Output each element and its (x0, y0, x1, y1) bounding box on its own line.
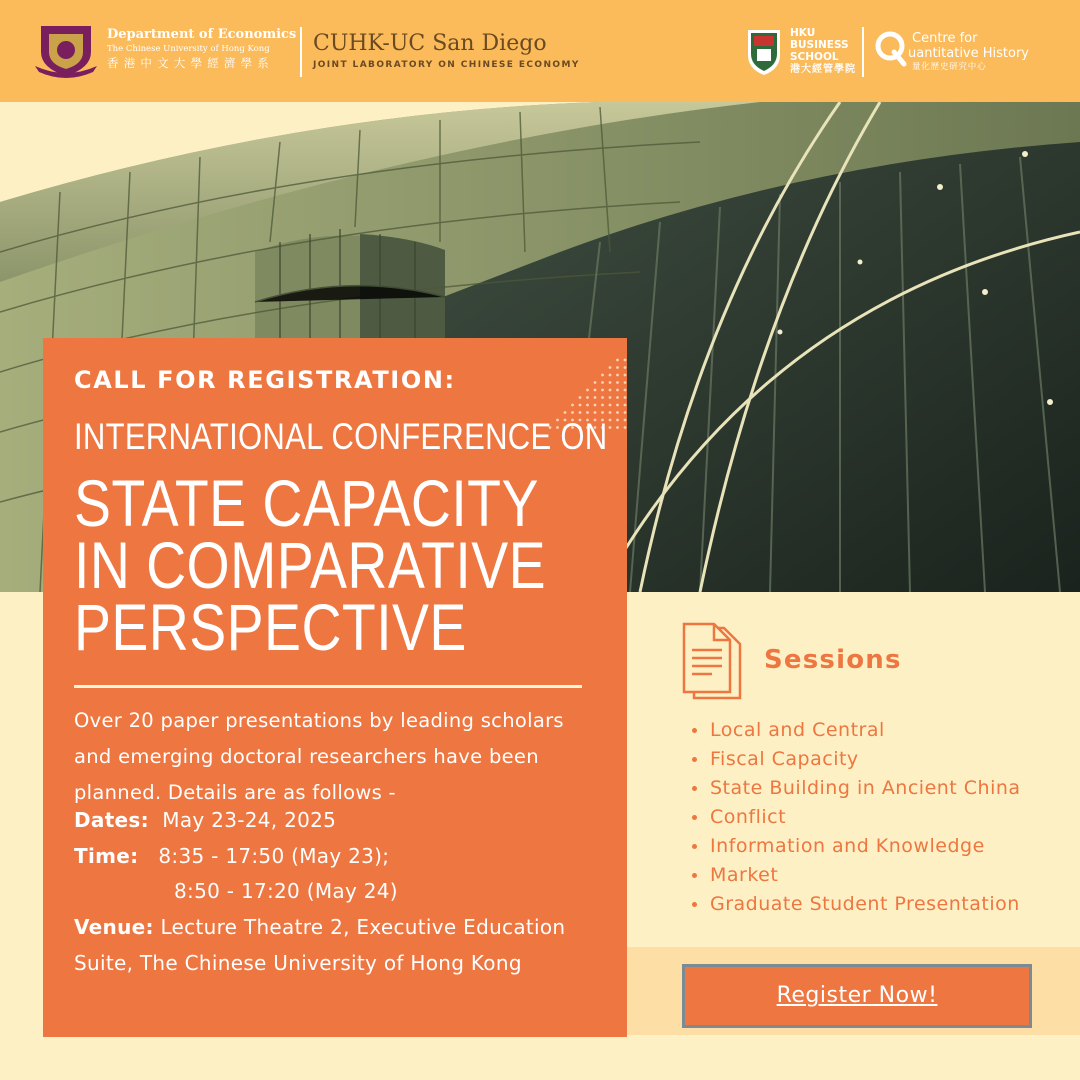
title-line: STATE CAPACITY (74, 466, 539, 540)
hku-line2: BUSINESS (790, 39, 849, 51)
venue-label: Venue: (74, 915, 154, 939)
cqh-line2: uantitative History (908, 46, 1029, 61)
university-name: The Chinese University of Hong Kong (107, 44, 270, 54)
dates-label: Dates: (74, 808, 149, 832)
hku-chinese-name: 港大經管學院 (790, 64, 856, 75)
hku-business-school-logo (790, 27, 856, 76)
document-icon (680, 622, 744, 702)
sessions-list (692, 716, 1021, 919)
department-title: Department of Economics (107, 27, 297, 42)
quantitative-history-centre-logo (908, 31, 1029, 73)
time-row-2 (174, 873, 398, 909)
title-line: PERSPECTIVE (74, 590, 467, 664)
hku-line1: HKU (790, 27, 816, 39)
time-value-1: 8:35 - 17:50 (May 23); (158, 844, 390, 868)
header-bar (0, 0, 1080, 102)
cuhk-crest-icon (33, 22, 99, 78)
cqh-chinese-name: 量化歷史研究中心 (912, 62, 987, 72)
header-divider (300, 27, 302, 77)
venue-row (74, 909, 594, 981)
time-label: Time: (74, 844, 139, 868)
sessions-heading: Sessions (764, 645, 902, 675)
title-line: IN COMPARATIVE (74, 528, 547, 602)
time-row (74, 838, 389, 874)
session-item: Local and Central (692, 716, 1021, 745)
call-for-registration-heading: CALL FOR REGISTRATION: (74, 366, 456, 394)
joint-lab-subtitle: JOINT LABORATORY ON CHINESE ECONOMY (313, 60, 580, 70)
session-item: Fiscal Capacity (692, 745, 1021, 774)
hku-line3: SCHOOL (790, 51, 839, 63)
session-item: Conflict (692, 803, 1021, 832)
joint-lab-logo (313, 30, 580, 72)
conference-description: Over 20 paper presentations by leading scholars and emerging doctoral researchers have been planned. Details are as follows - (74, 709, 564, 804)
register-now-button[interactable]: Register Now! (682, 964, 1032, 1028)
time-value-2: 8:50 - 17:20 (May 24) (174, 879, 398, 903)
session-item: Market (692, 861, 1021, 890)
session-item: Graduate Student Presentation (692, 890, 1021, 919)
joint-lab-title: CUHK-UC San Diego (313, 31, 547, 56)
conference-intro: INTERNATIONAL CONFERENCE ON (74, 416, 608, 457)
hku-crest-icon (745, 27, 783, 77)
dates-row (74, 802, 336, 838)
venue-value: Lecture Theatre 2, Executive Education Suite, The Chinese University of Hong Kong (74, 915, 566, 975)
cqh-line1: Centre for (912, 31, 978, 46)
q-logo-icon (874, 28, 910, 68)
session-item: Information and Knowledge (692, 832, 1021, 861)
header-divider (862, 27, 864, 77)
conference-card (43, 338, 627, 1037)
title-divider (74, 685, 582, 688)
session-item: State Building in Ancient China (692, 774, 1021, 803)
conference-title (74, 466, 547, 664)
cuhk-department-name (107, 27, 296, 71)
dates-value: May 23-24, 2025 (162, 808, 337, 832)
department-chinese-name: 香港中文大學經濟學系 (107, 56, 274, 70)
